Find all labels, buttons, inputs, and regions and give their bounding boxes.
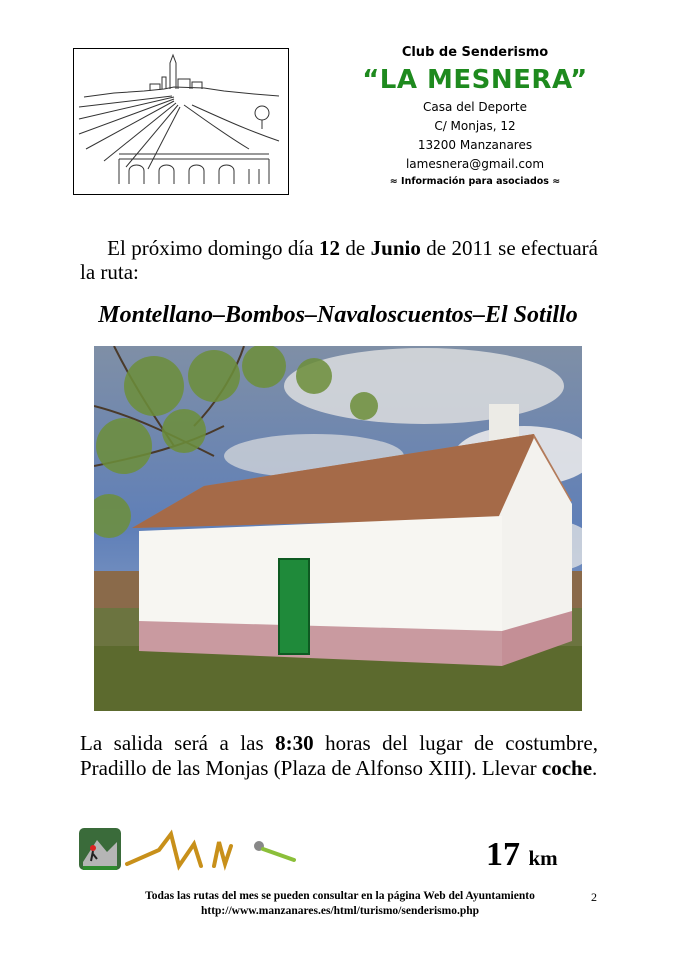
route-title: Montellano–Bombos–Navaloscuentos–El Sotillo: [98, 302, 578, 328]
departure-paragraph: [80, 731, 598, 781]
route-distance: [486, 836, 558, 874]
members-note: ≈ Información para asociados ≈: [389, 176, 561, 187]
club-name: “LA MESNERA”: [362, 65, 588, 95]
address-line-2: C/ Monjas, 12: [434, 119, 516, 133]
distance-value: 17: [486, 836, 520, 873]
intro-text-3: de 2011 se efectuará la ruta:: [80, 236, 598, 284]
intro-text-2: de: [339, 236, 371, 260]
footer: [60, 889, 620, 919]
route-day: 12: [318, 236, 340, 260]
club-logo-sketch: [73, 48, 289, 195]
route-profile-icon: [127, 834, 231, 866]
footer-line-1: Todas las rutas del mes se pueden consultar en la página Web del Ayuntamiento: [145, 890, 535, 902]
intro-paragraph: [80, 236, 598, 284]
departure-text-2: horas del lugar de costumbre, Pradillo de las Monjas (Plaza de Alfonso XIII). Llevar: [80, 731, 598, 780]
club-line: Club de Senderismo: [401, 45, 549, 60]
hiker-mountain-icon: [79, 828, 121, 870]
footer-url[interactable]: http://www.manzanares.es/html/turismo/senderismo.php: [200, 905, 480, 917]
departure-text-3: .: [592, 756, 598, 780]
departure-time: 8:30: [275, 731, 314, 755]
departure-text-1: La salida será a las: [80, 731, 276, 755]
email: lamesnera@gmail.com: [405, 157, 545, 171]
intro-text-1: El próximo domingo día: [107, 236, 319, 260]
page-number: 2: [591, 890, 597, 904]
address-line-1: Casa del Deporte: [423, 100, 527, 114]
chapel-photo: [94, 346, 582, 711]
club-info: [360, 44, 590, 190]
transport-mode: coche: [541, 756, 593, 780]
route-icons: [79, 826, 299, 876]
address-line-3: 13200 Manzanares: [417, 138, 533, 152]
distance-unit: km: [528, 846, 558, 870]
landscape-sketch-icon: [74, 49, 287, 193]
whitewashed-chapel-image: [94, 346, 582, 711]
route-month: Junio: [370, 236, 421, 260]
walking-stick-icon: [254, 841, 294, 860]
